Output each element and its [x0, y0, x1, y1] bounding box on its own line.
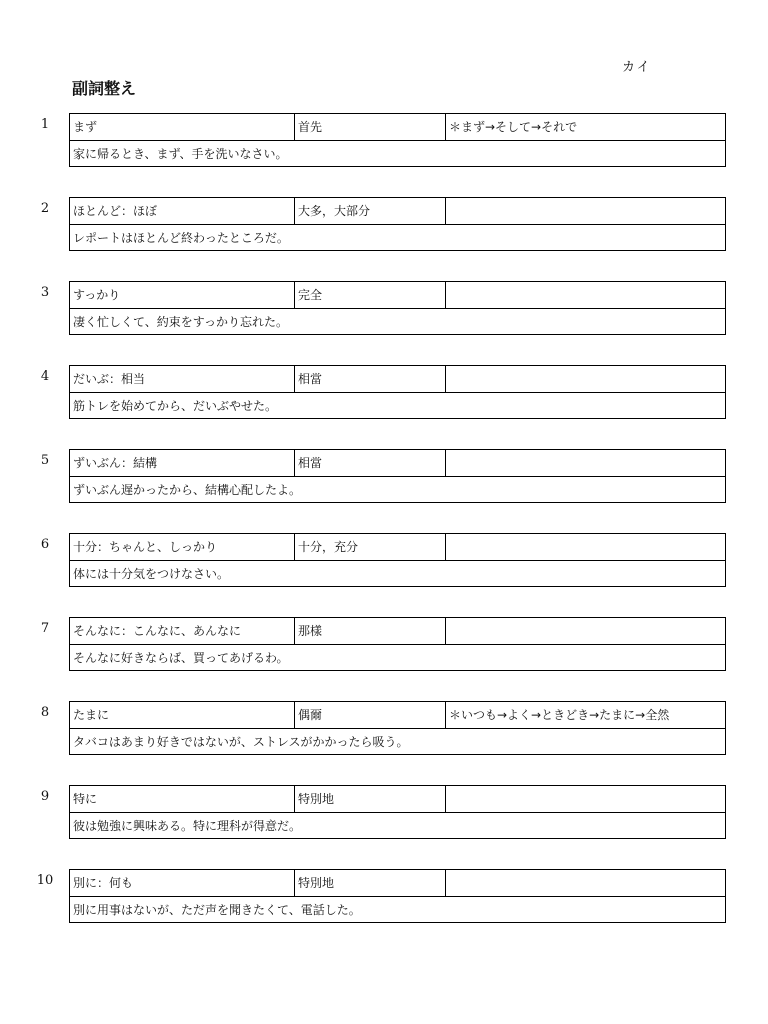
- synonym-cell: 完全: [295, 282, 446, 308]
- adverb-cell: 特に: [70, 786, 295, 812]
- entry-table: [69, 533, 726, 587]
- synonym-cell: 相當: [295, 450, 446, 476]
- entry: [0, 869, 768, 925]
- note-cell: [446, 618, 725, 644]
- page-title: 副詞整え: [72, 79, 137, 98]
- entry: [0, 281, 768, 337]
- adverb-cell: ほとんど：ほぼ: [70, 198, 295, 224]
- entry-table: [69, 785, 726, 839]
- adverb-cell: 別に：何も: [70, 870, 295, 896]
- example-sentence: 体には十分気をつけなさい。: [73, 567, 230, 581]
- adverb-cell: だいぶ：相当: [70, 366, 295, 392]
- synonym-cell: 相當: [295, 366, 446, 392]
- example-sentence: そんなに好きならば、買ってあげるわ。: [73, 651, 289, 665]
- adverb-cell: すっかり: [70, 282, 295, 308]
- entry-number: 2: [40, 201, 50, 216]
- note-cell: ＊いつも→よく→ときどき→たまに→全然: [449, 708, 670, 722]
- synonym-cell: 特別地: [295, 786, 446, 812]
- entry: [0, 785, 768, 841]
- note-cell: [446, 282, 725, 308]
- adverb-cell: まず: [70, 114, 295, 140]
- example-sentence: 彼は勉強に興味ある。特に理科が得意だ。: [73, 819, 302, 833]
- entry: [0, 701, 768, 757]
- note-cell: [446, 870, 725, 896]
- student-name: カイ: [622, 60, 652, 75]
- example-sentence: 凄く忙しくて、約束をすっかり忘れた。: [73, 315, 289, 329]
- example-sentence: 家に帰るとき、まず、手を洗いなさい。: [73, 147, 288, 161]
- entry-header-row: [70, 450, 725, 477]
- note-cell: [446, 450, 725, 476]
- entry-table: [69, 197, 726, 251]
- synonym-cell: 偶爾: [295, 702, 446, 728]
- entry-header-row: [70, 786, 725, 813]
- note-cell: [446, 786, 725, 812]
- adverb-cell: ずいぶん：結構: [70, 450, 295, 476]
- entry-header-row: [70, 198, 725, 225]
- entry-table: [69, 701, 726, 755]
- example-sentence: 筋トレを始めてから、だいぶやせた。: [73, 399, 278, 413]
- entry-number: 5: [40, 453, 50, 468]
- note-cell: [446, 366, 725, 392]
- entry-table: [69, 365, 726, 419]
- entry-number: 4: [40, 369, 50, 384]
- entry-table: [69, 281, 726, 335]
- entry-table: [69, 449, 726, 503]
- entry-header-row: [70, 702, 725, 729]
- entry-number: 8: [40, 705, 50, 720]
- synonym-cell: 首先: [295, 114, 446, 140]
- synonym-cell: 特別地: [295, 870, 446, 896]
- example-sentence: タバコはあまり好きではないが、ストレスがかかったら吸う。: [73, 735, 409, 749]
- example-sentence: 別に用事はないが、ただ声を聞きたくて、電話した。: [73, 903, 361, 917]
- entry-table: [69, 617, 726, 671]
- entry-header-row: [70, 282, 725, 309]
- adverb-cell: そんなに：こんなに、あんなに: [70, 618, 295, 644]
- synonym-cell: 大多，大部分: [295, 198, 446, 224]
- entry: [0, 365, 768, 421]
- entry-number: 9: [40, 789, 50, 804]
- entry-number: 6: [40, 537, 50, 552]
- entry: [0, 449, 768, 505]
- entry-header-row: [70, 870, 725, 897]
- example-sentence: レポートはほとんど終わったところだ。: [73, 231, 289, 245]
- entry-header-row: [70, 618, 725, 645]
- entry: [0, 617, 768, 673]
- entry-header-row: [70, 114, 725, 141]
- synonym-cell: 十分，充分: [295, 534, 446, 560]
- entry-number: 7: [40, 621, 50, 636]
- adverb-cell: 十分：ちゃんと、しっかり: [70, 534, 295, 560]
- synonym-cell: 那樣: [295, 618, 446, 644]
- entry: [0, 113, 768, 169]
- entry-number: 10: [36, 873, 54, 888]
- entry-table: [69, 113, 726, 167]
- adverb-cell: たまに: [70, 702, 295, 728]
- note-cell: ＊まず→そして→それで: [449, 120, 578, 134]
- entry-table: [69, 869, 726, 923]
- entry: [0, 197, 768, 253]
- note-cell: [446, 198, 725, 224]
- entry-header-row: [70, 366, 725, 393]
- entry-number: 1: [40, 117, 50, 132]
- entry: [0, 533, 768, 589]
- entry-header-row: [70, 534, 725, 561]
- entry-number: 3: [40, 285, 50, 300]
- note-cell: [446, 534, 725, 560]
- example-sentence: ずいぶん遅かったから、結構心配したよ。: [73, 483, 302, 497]
